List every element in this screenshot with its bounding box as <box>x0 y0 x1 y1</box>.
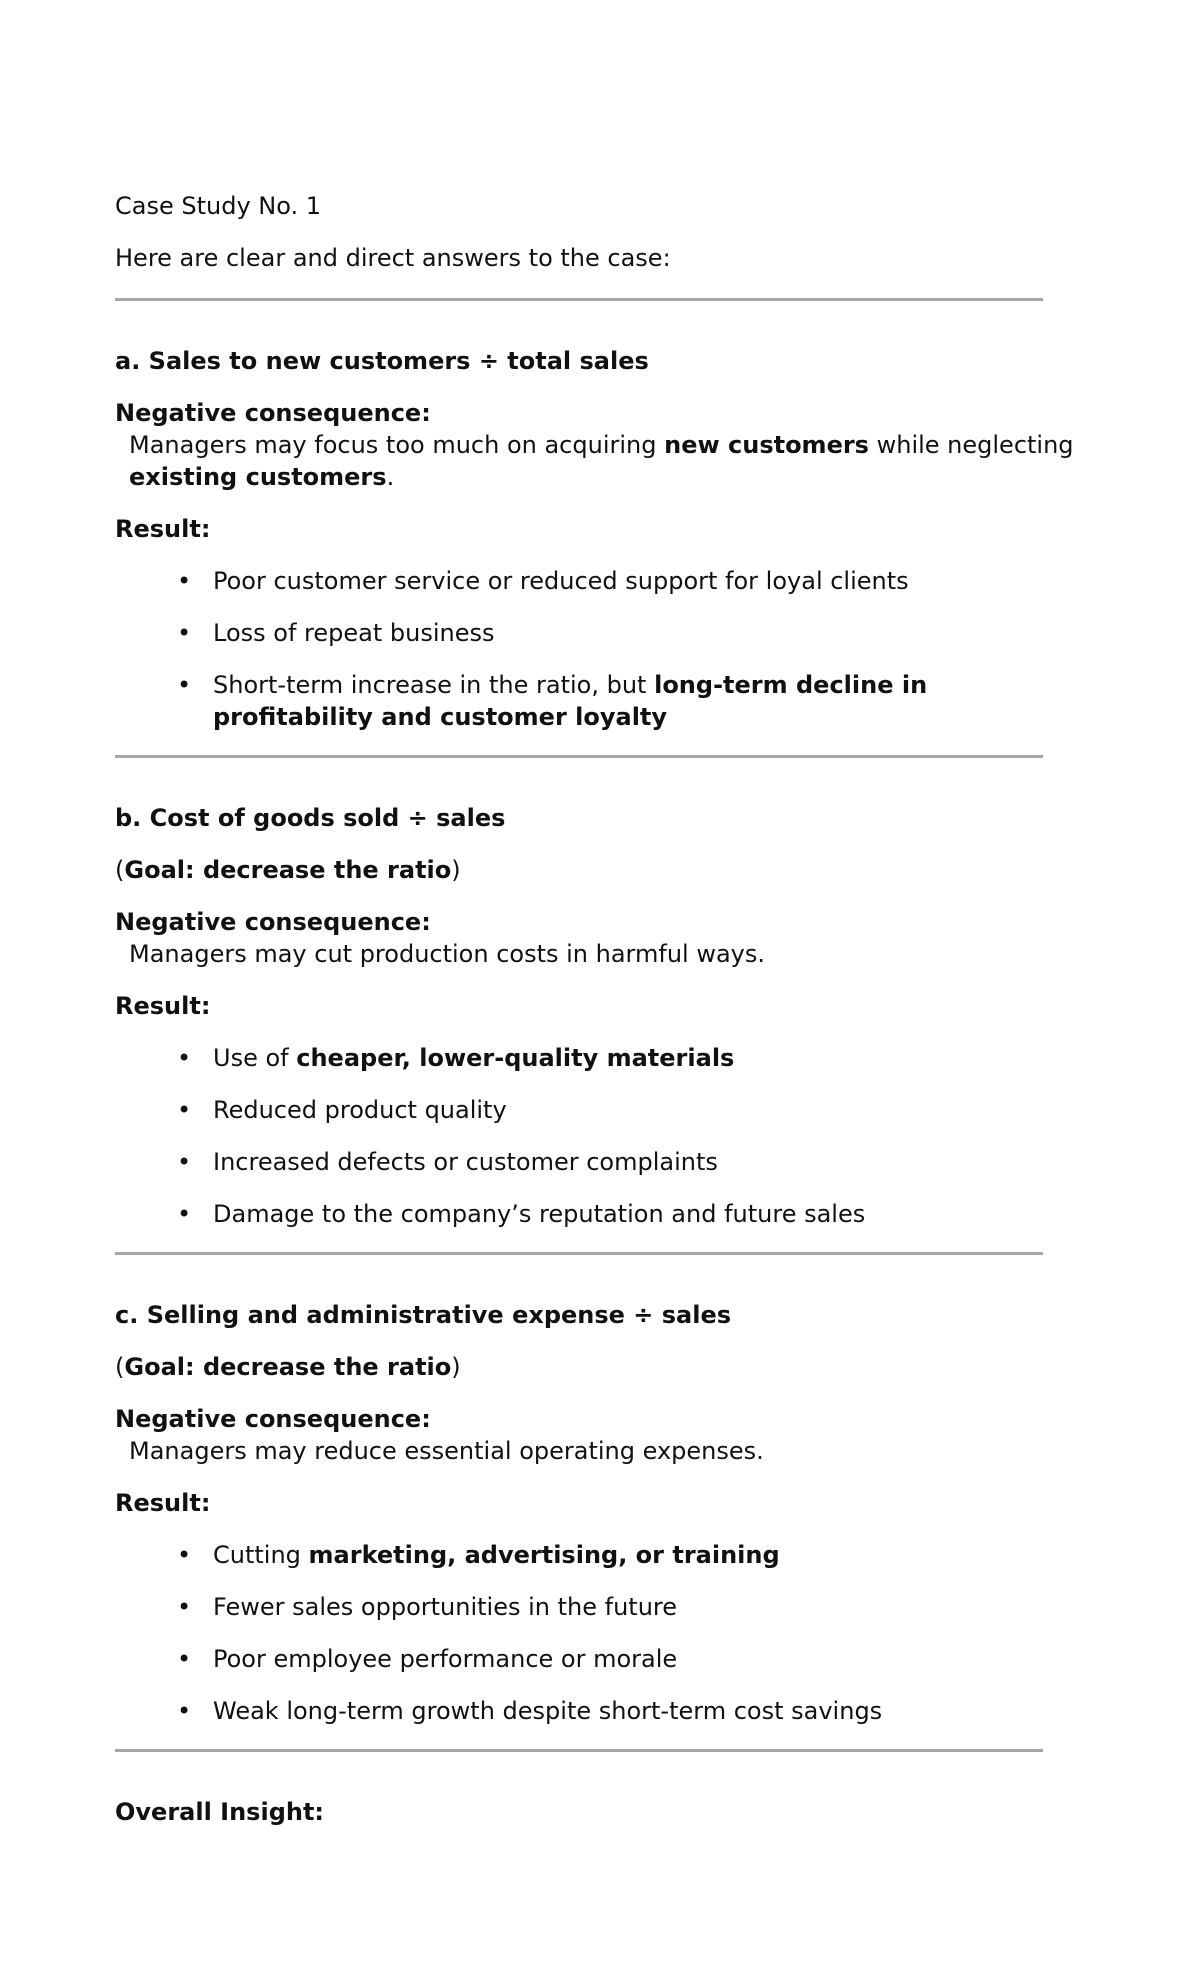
list-item-text: Loss of repeat business <box>213 619 495 647</box>
document-page <box>115 190 1075 1828</box>
list-item <box>177 1198 973 1230</box>
list-item-text: Damage to the company’s reputation and future sales <box>213 1200 866 1228</box>
negative-consequence-label: Negative consequence: <box>115 399 431 427</box>
list-item <box>177 1042 973 1074</box>
result-label: Result: <box>115 515 211 543</box>
negative-consequence-text <box>115 429 1075 493</box>
text-run: ) <box>451 1353 461 1381</box>
list-item <box>177 1539 973 1571</box>
result-label: Result: <box>115 1489 211 1517</box>
bullet-icon: • <box>177 1096 192 1124</box>
list-item-text: Increased defects or customer complaints <box>213 1148 718 1176</box>
list-item-text: Reduced product quality <box>213 1096 507 1124</box>
list-item-text: Cutting <box>213 1541 309 1569</box>
list-item-text: Poor employee performance or morale <box>213 1645 678 1673</box>
bullet-icon: • <box>177 1593 192 1621</box>
negative-consequence-text: Managers may reduce essential operating expenses. <box>129 1437 764 1465</box>
text-run: . <box>386 463 395 491</box>
section-c-heading: c. Selling and administrative expense ÷ sales <box>115 1301 732 1329</box>
bullet-icon: • <box>177 671 192 699</box>
section-a-heading: a. Sales to new customers ÷ total sales <box>115 347 649 375</box>
list-item <box>177 617 973 649</box>
result-label: Result: <box>115 992 211 1020</box>
text-run: ) <box>451 856 461 884</box>
list-item-text: Weak long-term growth despite short-term cost savings <box>213 1697 883 1725</box>
section-b <box>115 758 1075 1252</box>
list-item-text: Fewer sales opportunities in the future <box>213 1593 678 1621</box>
result-list <box>115 565 1075 733</box>
list-item <box>177 1643 973 1675</box>
bullet-icon: • <box>177 619 192 647</box>
list-item <box>177 1094 973 1126</box>
negative-consequence-label: Negative consequence: <box>115 908 431 936</box>
text-run: ( <box>115 1353 125 1381</box>
bullet-icon: • <box>177 1645 192 1673</box>
emphasis-text: new customers <box>664 431 869 459</box>
bullet-icon: • <box>177 1044 192 1072</box>
bullet-icon: • <box>177 1200 192 1228</box>
list-item-text: Short-term increase in the ratio, but <box>213 671 655 699</box>
text-run: ( <box>115 856 125 884</box>
section-b-heading: b. Cost of goods sold ÷ sales <box>115 804 506 832</box>
list-item-text: Poor customer service or reduced support for loyal clients <box>213 567 909 595</box>
list-item <box>177 1591 973 1623</box>
emphasis-text: long-term decline in profitability and customer loyalty <box>213 671 928 731</box>
list-item <box>177 1146 973 1178</box>
text-run: while neglecting <box>868 431 1074 459</box>
list-item <box>177 669 973 733</box>
list-item <box>177 1695 973 1727</box>
emphasis-text: cheaper, lower-quality materials <box>296 1044 735 1072</box>
list-item-text: Use of <box>213 1044 297 1072</box>
emphasis-text: Goal: decrease the ratio <box>124 856 452 884</box>
section-a <box>115 301 1075 755</box>
document-title: Case Study No. 1 <box>115 192 322 220</box>
emphasis-text: Goal: decrease the ratio <box>124 1353 452 1381</box>
bullet-icon: • <box>177 1148 192 1176</box>
emphasis-text: existing customers <box>129 463 387 491</box>
section-c <box>115 1255 1075 1749</box>
text-run: Managers may focus too much on acquiring <box>129 431 665 459</box>
emphasis-text: marketing, advertising, or training <box>308 1541 780 1569</box>
result-list <box>115 1042 1075 1230</box>
result-list <box>115 1539 1075 1727</box>
bullet-icon: • <box>177 1541 192 1569</box>
overall-insight-heading: Overall Insight: <box>115 1798 325 1826</box>
bullet-icon: • <box>177 567 192 595</box>
list-item <box>177 565 973 597</box>
negative-consequence-label: Negative consequence: <box>115 1405 431 1433</box>
goal-note <box>115 854 1075 886</box>
negative-consequence-text: Managers may cut production costs in harmful ways. <box>129 940 765 968</box>
intro-text: Here are clear and direct answers to the case: <box>115 244 671 272</box>
goal-note <box>115 1351 1075 1383</box>
bullet-icon: • <box>177 1697 192 1725</box>
